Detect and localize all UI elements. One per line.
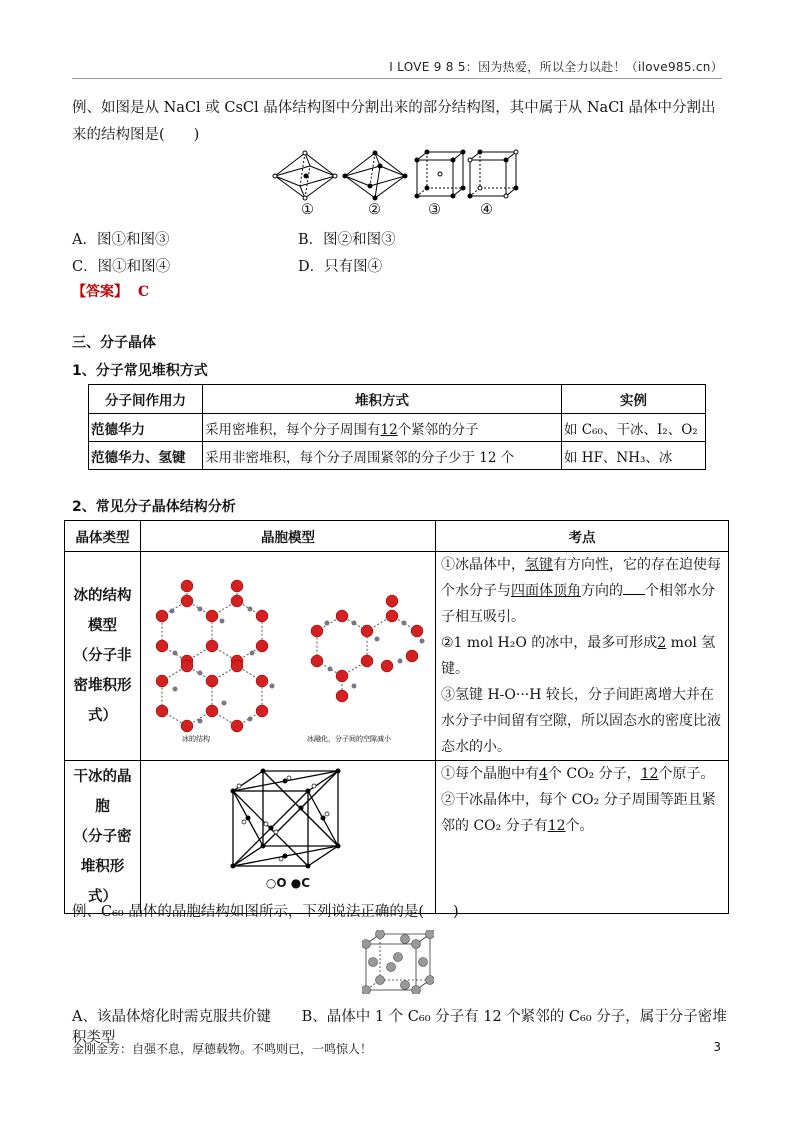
text: ②干冰晶体中，每个 CO₂ 分子周围等距且紧邻的 CO₂ 分子有 <box>441 792 716 834</box>
text: ②1 mol H₂O 的冰中，最多可形成 <box>441 635 658 651</box>
text: 方向的 <box>581 583 623 599</box>
text: 个。 <box>565 818 594 834</box>
ice-caption-left: 冰的结构 <box>182 735 210 743</box>
type-line: 密堆积形 <box>73 678 132 694</box>
example2-option-b: B、晶体中 1 个 C₆₀ 分子有 12 个紧邻的 C₆₀ 分子，属于分子密堆积类型 <box>72 1009 727 1046</box>
dry-ice-point-2 <box>441 787 723 839</box>
type-line: （分子非 <box>73 648 132 664</box>
type-line: 冰的结构 <box>73 588 132 604</box>
col-header-type: 晶体类型 <box>65 521 141 552</box>
col-header-model: 晶胞模型 <box>141 521 436 552</box>
table-row <box>89 442 706 470</box>
answer-value: C <box>138 284 150 300</box>
text: ①每个晶胞中有 <box>441 766 539 782</box>
answer-label: 【答案】 <box>72 284 128 300</box>
cell-stacking: 采用非密堆积，每个分子周围紧邻的分子少于 12 个 <box>203 442 562 470</box>
option-c: C．图①和图④ <box>72 259 171 275</box>
ice-point-2 <box>441 630 723 682</box>
fill-answer: 四面体顶角 <box>511 583 581 599</box>
subsection-2-title: 2、常见分子晶体结构分析 <box>72 499 236 515</box>
col-header-stacking: 堆积方式 <box>203 385 562 414</box>
example2-question: 例、C₆₀ 晶体的晶胞结构如图所示，下列说法正确的是( ) <box>72 904 459 920</box>
dry-ice-point-1 <box>441 761 723 787</box>
dry-ice-type-cell <box>65 761 141 914</box>
figure-4-cube <box>468 150 518 198</box>
header-divider <box>72 78 722 79</box>
col-header-points: 考点 <box>436 521 729 552</box>
text: 个相邻水分子相互吸引。 <box>441 583 715 625</box>
text: 个 CO₂ 分子， <box>547 766 641 782</box>
type-line: 式） <box>88 708 117 724</box>
page-header: I LOVE 9 8 5：因为热爱，所以全力以赴！（ilove985.cn） <box>389 60 723 74</box>
option-a: A．图①和图③ <box>72 232 170 248</box>
text: ①冰晶体中， <box>441 557 525 573</box>
example2-option-a: A、该晶体熔化时需克服共价键 <box>72 1009 271 1025</box>
subsection-1-title: 1、分子常见堆积方式 <box>72 363 208 379</box>
fill-blank <box>623 580 645 595</box>
fill-answer: 12 <box>547 818 566 834</box>
cell-example: 如 HF、NH₃、冰 <box>562 442 706 470</box>
col-header-force: 分子间作用力 <box>89 385 203 414</box>
stacking-table <box>88 384 706 470</box>
type-line: （分子密 <box>73 829 132 845</box>
c60-unit-cell-diagram <box>362 930 434 994</box>
fill-answer: 4 <box>539 766 548 782</box>
ice-type-cell <box>65 552 141 761</box>
cell-text: 采用密堆积，每个分子周围有 <box>205 421 381 438</box>
text: 个原子。 <box>658 766 715 782</box>
figure-2-octahedron <box>343 151 407 200</box>
option-b: B．图②和图③ <box>298 232 396 248</box>
figure-label-3: ③ <box>428 202 441 218</box>
type-line: 模型 <box>88 618 117 634</box>
ice-point-1 <box>441 552 723 630</box>
footer-motto: 金刚金芳：自强不息，厚德载物。不鸣则已，一鸣惊人！ <box>72 1042 373 1056</box>
table-row-dry-ice <box>65 761 729 914</box>
type-line: 胞 <box>95 799 110 815</box>
molecular-crystal-table <box>64 520 729 914</box>
ice-points-cell <box>436 552 729 761</box>
table-row-ice <box>65 552 729 761</box>
dry-ice-legend: ○O ●C <box>265 876 311 890</box>
ice-model-cell <box>141 552 436 761</box>
option-d: D．只有图④ <box>298 259 383 275</box>
col-header-example: 实例 <box>562 385 706 414</box>
text: mol 氢键。 <box>441 635 716 677</box>
type-line: 堆积形 <box>80 859 125 875</box>
dry-ice-model-cell <box>141 761 436 914</box>
dry-ice-points-cell <box>436 761 729 914</box>
cell-force: 范德华力 <box>89 414 203 442</box>
ice-structure-diagram <box>142 561 432 747</box>
cell-example: 如 C₆₀、干冰、I₂、O₂ <box>562 414 706 442</box>
type-line: 干冰的晶 <box>73 769 132 785</box>
fill-answer: 12 <box>380 421 398 438</box>
cell-text: 个紧邻的分子 <box>397 421 479 438</box>
figure-3-cube <box>415 150 465 198</box>
table-row <box>89 414 706 442</box>
cell-stacking <box>203 414 562 442</box>
text: 有方向性，它的存在迫使每个水分子与 <box>441 557 721 599</box>
page-number: 3 <box>713 1040 721 1054</box>
figure-label-2: ② <box>368 202 381 218</box>
figure-label-4: ④ <box>480 202 493 218</box>
fill-answer: 氢键 <box>525 557 553 573</box>
ice-point-3: ③氢键 H-O···H 较长，分子间距离增大并在水分子中间留有空隙，所以固态水的密度比液态水的小。 <box>441 687 721 755</box>
fill-answer: 12 <box>640 766 659 782</box>
type-line: 式） <box>88 889 117 905</box>
ice-caption-right: 冰融化，分子间的空隙减小 <box>307 735 391 743</box>
figure-label-1: ① <box>301 202 314 218</box>
section-title: 三、分子晶体 <box>72 335 156 351</box>
cell-force: 范德华力、氢键 <box>89 442 203 470</box>
example1-question: 例、如图是从 NaCl 或 CsCl 晶体结构图中分割出来的部分结构图，其中属于从 NaCl 晶体中分割出来的结构图是( ) <box>72 100 716 143</box>
dry-ice-unit-cell-diagram <box>223 766 353 878</box>
answer <box>72 281 159 301</box>
fill-answer: 2 <box>657 635 667 651</box>
figure-1-octahedron <box>273 151 337 200</box>
